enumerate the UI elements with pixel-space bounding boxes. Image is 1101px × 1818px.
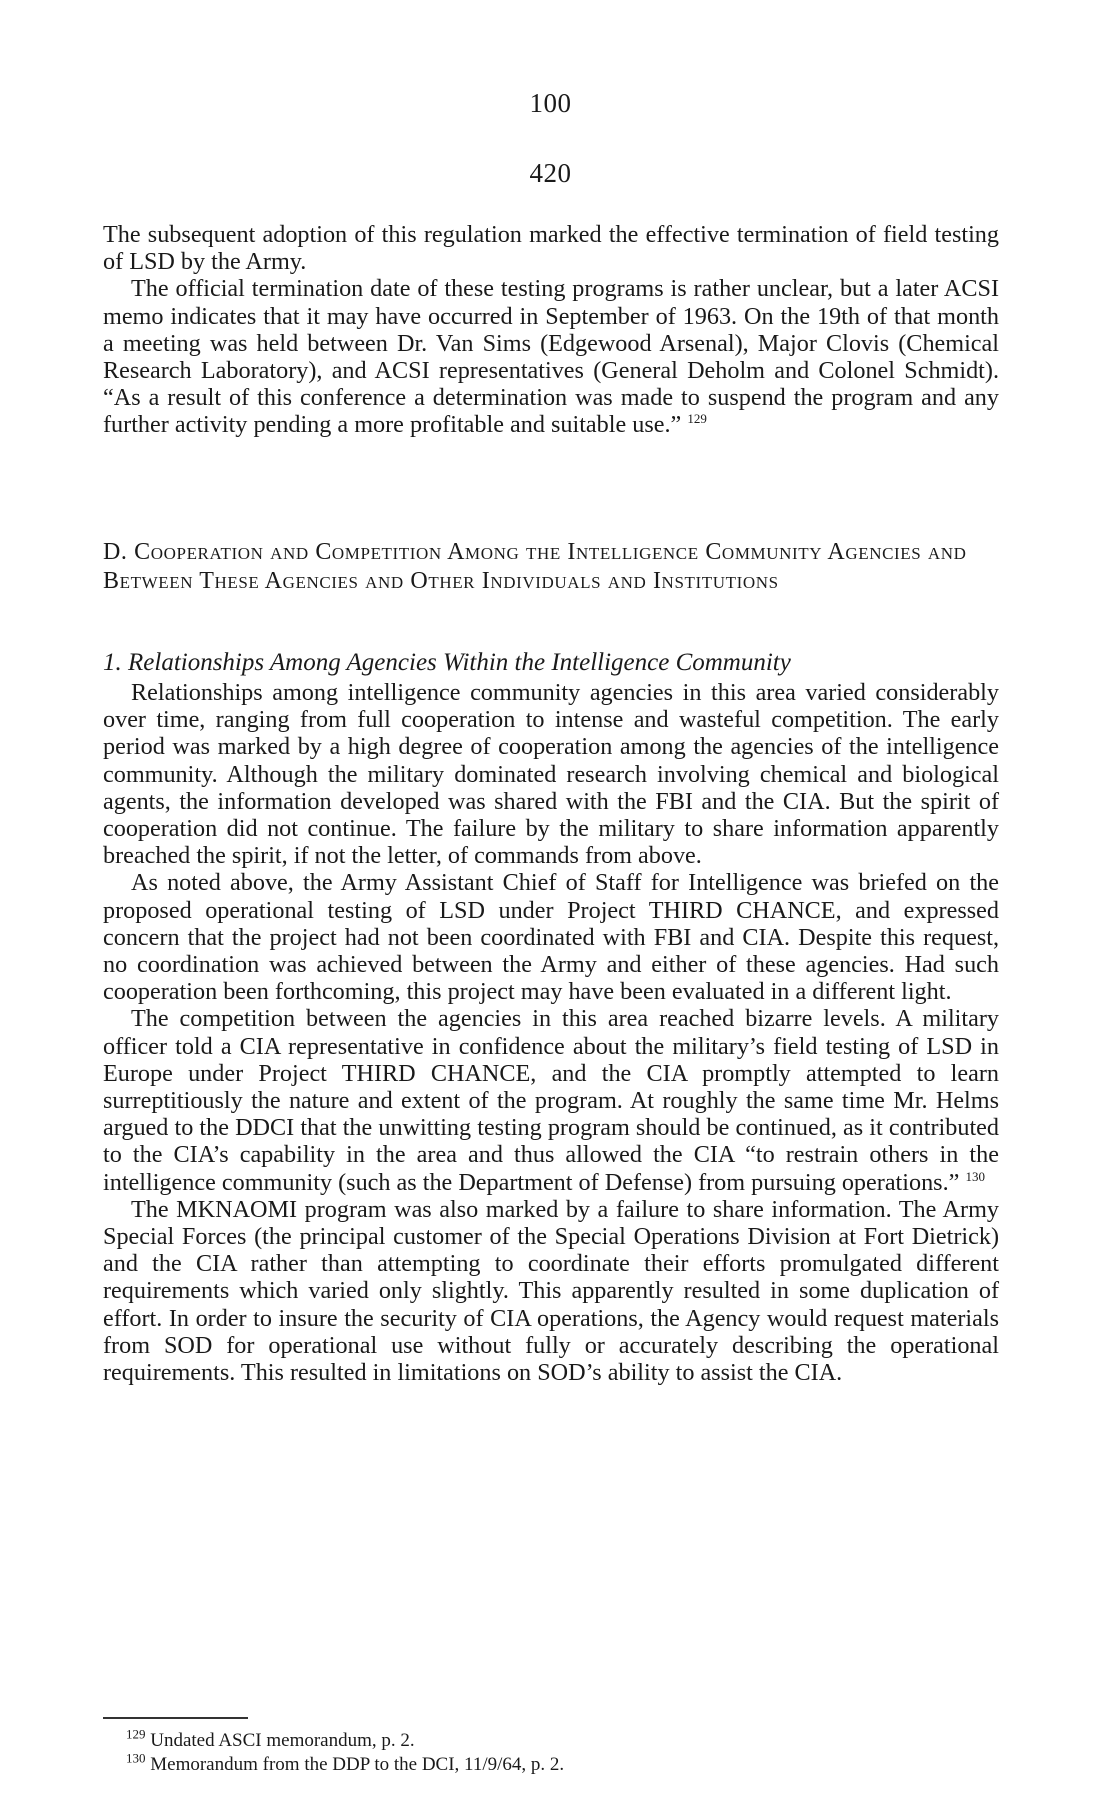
section-heading xyxy=(103,538,999,596)
section-title: Cooperation and Competition Among the Intelligence Community Agencies and Between These Agencies and Other Individuals and Institutions xyxy=(103,539,967,594)
footnote-divider xyxy=(103,1717,248,1719)
page-number: 100 xyxy=(529,88,572,118)
footnote-reference: 129 xyxy=(687,411,707,427)
paragraph-text: The official termination date of these testing programs is rather unclear, but a later ACSI memo indicates that it may have occurred in September of 1963. On the 19th of that month a meeting was held between Dr. Van Sims (Edgewood Arsenal), Major Clovis (Chemical Research Laboratory), and ACSI representatives (General Deholm and Colonel Schmidt). “As a result of this conference a determination was made to suspend the program and any further activity pending a more profitable and suitable use.” xyxy=(103,275,999,439)
paragraph: The subsequent adoption of this regulation marked the effective termination of field testing of LSD by the Army. xyxy=(103,221,999,276)
paragraph xyxy=(103,1005,999,1195)
paragraph xyxy=(103,275,999,438)
paragraph: The MKNAOMI program was also marked by a failure to share information. The Army Special Forces (the principal customer of the Special Operations Division at Fort Dietrick) and the CIA rather than attempting to coordinate their efforts promulgated different requirements which varied only slightly. This apparently resulted in some duplication of effort. In order to insure the security of CIA operations, the Agency would request materials from SOD for operational use without fully or accurately describing the operational requirements. This resulted in limitations on SOD’s ability to assist the CIA. xyxy=(103,1195,999,1387)
paragraph: As noted above, the Army Assistant Chief of Staff for Intelligence was briefed on the proposed operational testing of LSD under Project THIRD CHANCE, and expressed concern that the project had not been coordinated with FBI and CIA. Despite this request, no coordination was achieved between the Army and either of these agencies. Had such cooperation been forthcoming, this project may have been evaluated in a different light. xyxy=(103,869,999,1006)
footnote xyxy=(126,1726,986,1752)
footnote-number: 130 xyxy=(126,1750,146,1766)
footnote-number: 129 xyxy=(126,1726,146,1742)
footnote-reference: 130 xyxy=(965,1168,985,1184)
paragraph: Relationships among intelligence community agencies in this area varied considerably over time, ranging from full cooperation to intense and wasteful competition. The early period was marked by a high degree of cooperation among the agencies of the intelligence community. Although the military dominated research involving chemical and biological agents, the information developed was shared with the FBI and the CIA. But the spirit of cooperation did not continue. The failure by the military to share information apparently breached the spirit, if not the letter, of commands from above. xyxy=(103,679,999,870)
main-text-block xyxy=(103,679,999,1386)
paragraph-text: The competition between the agencies in this area reached bizarre levels. A military officer told a CIA representative in confidence about the military’s field testing of LSD in Europe under Project THIRD CHANCE, and the CIA promptly attempted to learn surreptitiously the nature and extent of the program. At roughly the same time Mr. Helms argued to the DDCI that the unwitting testing program should be continued, as it contributed to the CIA’s capability in the area and thus allowed the CIA “to restrain others in the intelligence community (such as the Department of Defense) from pursuing operations.” xyxy=(103,1005,999,1196)
footnote-text: Undated ASCI memorandum, p. 2. xyxy=(150,1730,415,1751)
top-text-block xyxy=(103,221,999,439)
secondary-page-number: 420 xyxy=(529,158,572,188)
footnote-text: Memorandum from the DDP to the DCI, 11/9/64, p. 2. xyxy=(150,1754,565,1775)
subsection-heading: 1. Relationships Among Agencies Within the Intelligence Community xyxy=(103,649,791,676)
footnote xyxy=(126,1750,986,1776)
section-letter: D. xyxy=(103,539,128,565)
